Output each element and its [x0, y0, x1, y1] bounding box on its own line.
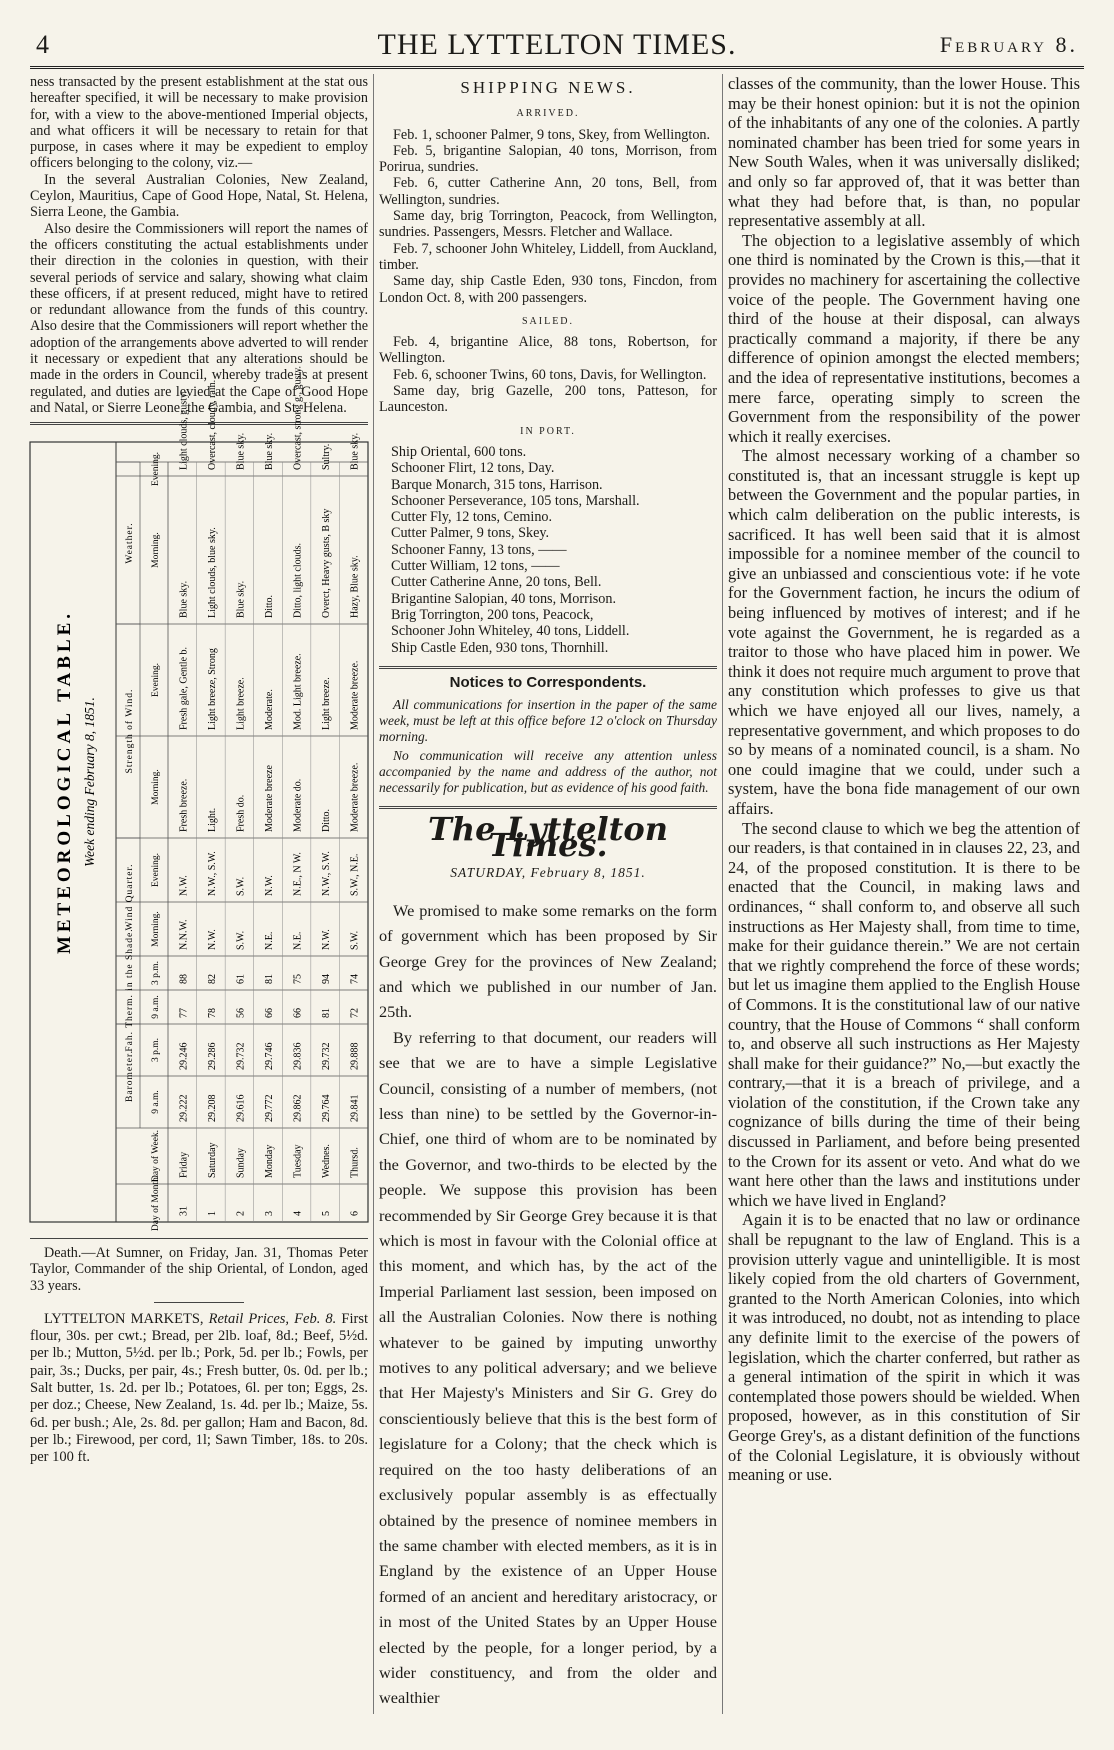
met-cell: 1 — [206, 1211, 218, 1216]
met-subheader: 3 p.m. — [151, 1037, 161, 1063]
divider — [379, 666, 717, 669]
met-cell: N.W. — [321, 929, 333, 950]
met-title: METEOROLOGICAL TABLE. — [54, 609, 75, 955]
page-number: 4 — [36, 30, 49, 59]
met-cell: Blue sky. — [235, 580, 247, 618]
markets-text: First flour, 30s. per cwt.; Bread, per 2lb. loaf, 8d.; Beef, 5½d. per lb.; Mutton, 5½d. per lb.; Pork, 5d. per lb.; Fowls, per pair, 3s.; Ducks, per pair, 4s.; Fresh butter, 0s. 0d. per lb.; Salt butter, 1s. 2d. per lb.; Potatoes, 6l. per ton; Eggs, 2s. per doz.; Cheese, New Zealand, 1s. 4d. per lb.; Maize, 5s. 6d. per bush.; Ale, 2s. 8d. per gallon; Ham and Bacon, 8d. per lb.; Firewood, per cord, 1l; Sawn Timber, 18s. to 20s. per 100 ft. — [30, 1310, 368, 1466]
notices-heading: Notices to Correspondents. — [449, 673, 647, 691]
column-divider — [373, 74, 374, 1714]
met-subheader: 3 p.m. — [151, 960, 161, 986]
met-cell: N.W. — [206, 929, 218, 950]
met-cell: 56 — [235, 1008, 247, 1018]
met-cell: 74 — [349, 974, 361, 984]
met-frame — [30, 442, 368, 1222]
header-rule — [30, 66, 1084, 72]
met-cell: Sunday — [235, 1148, 247, 1178]
met-cell: 81 — [264, 974, 275, 984]
shipping-entry: Barque Monarch, 315 tons, Harrison. — [391, 476, 603, 493]
sailed-list — [379, 334, 717, 415]
met-cell: Hazy, Blue sky. — [349, 555, 361, 618]
shipping-entry: Feb. 1, schooner Palmer, 9 tons, Skey, from Wellington. — [393, 126, 711, 143]
met-cell: 75 — [292, 974, 304, 984]
met-cell: Light breeze, Strong — [206, 648, 218, 730]
met-cell: S.W., N.E. — [349, 853, 361, 896]
divider — [154, 1302, 244, 1303]
shipping-entry: Feb. 4, brigantine Alice, 88 tons, Robertson, for Wellington. — [379, 334, 717, 367]
markets-heading: LYTTELTON MARKETS, — [44, 1310, 204, 1327]
editorial-text: We promised to make some remarks on the form of government which has been proposed by Sir George Grey for the provinces of New Zealand; and which we published in our number of Jan. 25th. — [379, 900, 717, 1022]
met-cell: 29.732 — [235, 1042, 247, 1070]
met-subheader: Day of Week. — [151, 1129, 161, 1183]
shipping-entry: Cutter Catherine Anne, 20 tons, Bell. — [391, 574, 602, 591]
met-cell: Overct, Heavy gusts, B sky — [321, 508, 333, 618]
met-cell: S.W. — [235, 876, 247, 896]
shipping-entry: Ship Oriental, 600 tons. — [391, 443, 527, 460]
divider — [379, 806, 717, 809]
shipping-entry: Cutter Palmer, 9 tons, Skey. — [391, 525, 550, 542]
met-cell: 29.208 — [206, 1094, 218, 1122]
met-cell: 29.888 — [349, 1042, 361, 1070]
article-text: ness transacted by the present establishment at the stat ous hereafter specified, it will be necessary to make provision for, with a view to the above-mentioned Imperial objects, and what officers it will be necessary to retain for that purpose, in cases where it may be expedient to employ officers belonging to the colony, viz.— — [30, 74, 368, 172]
met-cell: 2 — [235, 1211, 247, 1216]
death-notice: Death.—At Sumner, on Friday, Jan. 31, Thomas Peter Taylor, Commander of the ship Oriental, of London, aged 33 years. — [30, 1245, 368, 1294]
shipping-entry: Ship Castle Eden, 930 tons, Thornhill. — [391, 639, 609, 656]
met-cell: 29.862 — [292, 1094, 304, 1122]
shipping-entry: Schooner Perseverance, 105 tons, Marshall. — [391, 492, 640, 509]
shipping-entry: Feb. 6, cutter Catherine Ann, 20 tons, Bell, from Wellington, sundries. — [379, 175, 717, 208]
editorial-text: By referring to that document, our readers will see that we are to have a simple Legislative Council, consisting of a number of members, (not less than nine) to be settled by the Governor-in-Chief, one third of whom are to be nominated by the Governor, and two-thirds to be elected by the people. We suppose this provision has been recommended by Sir George Grey because it is that which is most in favour with the Colonial office at this moment, and which has, by the act of the Imperial Parliament last session, been imposed on all the Australian Colonies. Now there is nothing whatever to be gained by imputing unworthy motives to any political adversary; and we believe that Her Majesty's Ministers and Sir G. Grey do conscientiously believe that this is the best form of legislature for a Colony; that the check which is required on the too hasty deliberations of an exclusively popular assembly is as effectually obtained by the presence of nominee members in the same chamber with elected members, as it is in England by the existence of an Upper House formed of an ancient and hereditary aristocracy, or in most of the United States by an Upper House elected by the people, for a longer period, by a wider constituency, and from the older and wealthier — [379, 1027, 717, 1708]
editorial-text: The almost necessary working of a chamber so constituted is, that an incessant struggle is kept up between the Government and the popular parties, in which calm deliberation on the public interests, is sacrificed. It has well been said that it is almost impossible for a nominee member of the council to give an unbiassed and conscientious vote: if he vote for the Government faction, he incurs the odium of being influenced by motives of interest; and if he vote against the Government, he is regarded as a traitor to those who have placed him in power. We think it does not require much argument to prove that any constitution which professes to give us that which we have enjoyed all our lives, namely, a representative government, and which proposes to do so by means of a nominated council, is a sham. No one could imagine that we could, under such a system, have the bona fide management of our own affairs. — [728, 446, 1080, 818]
met-cell: N.W., S.W. — [206, 851, 218, 896]
met-cell: Wednes. — [321, 1144, 333, 1178]
met-cell: 94 — [321, 974, 333, 984]
met-cell: Light breeze. — [235, 677, 247, 730]
met-cell: Monday — [264, 1144, 275, 1178]
met-cell: N.E. — [292, 931, 304, 950]
in-port-heading: IN PORT. — [520, 425, 576, 437]
divider — [30, 1238, 368, 1239]
arrived-list — [379, 127, 717, 306]
met-cell: 6 — [349, 1211, 361, 1216]
met-cell: 88 — [178, 974, 190, 984]
met-cell: S.W. — [349, 930, 361, 950]
met-cell: Ditto, light clouds. — [292, 543, 304, 618]
shipping-heading: SHIPPING NEWS. — [460, 78, 636, 97]
met-cell: N.E. — [264, 931, 275, 950]
column-2 — [379, 74, 717, 1711]
met-subtitle: Week ending February 8, 1851. — [82, 697, 97, 867]
met-cell: Moderate breeze. — [349, 660, 361, 730]
column-divider — [722, 74, 723, 1714]
in-port-list — [379, 444, 717, 656]
met-cell: Light breeze. — [321, 677, 333, 730]
met-subheader: 9 a.m. — [151, 995, 161, 1019]
column-1-lower — [30, 1232, 368, 1467]
met-cell: N.W. — [264, 875, 275, 896]
met-cell: 81 — [321, 1008, 333, 1018]
met-cell: Fresh breeze. — [178, 778, 190, 832]
met-cell: Moderate do. — [292, 778, 304, 832]
met-cell: 29.286 — [206, 1042, 218, 1070]
met-subheader: Morning. — [151, 911, 161, 947]
met-cell: N.W. — [178, 875, 190, 896]
sailed-heading: SAILED. — [521, 315, 575, 327]
met-cell: Sultry. — [321, 443, 333, 470]
editorial-text: The second clause to which we beg the attention of our readers, is that contained in in clauses 22, 23, and 24, of the proposed constitution. It is there to be enacted that the Council, in making laws and ordinances, “ shall conform to, and observe all such instructions as Her Majesty shall, from time to time, make for their guidance therein.” We are not certain that we rightly comprehend the force of these words; but let us imagine them applied to the English House of Commons. It is the constitutional law of our native country, that the House of Commons “ shall conform to, and observe all such instructions as Her Majesty shall make for their guidance?” No,—but exactly the contrary,—that it is a breach of privilege, and a violation of the constitution, if the Crown take any cognizance of bills during the time of their being discussed in Parliament, and before being presented to the Crown for its assent or veto. And what do we want here other than the laws and institutions under which we have lived in England? — [728, 818, 1080, 1210]
met-cell: Blue sky. — [178, 580, 190, 618]
shipping-entry: Schooner Fanny, 13 tons, —— — [391, 541, 567, 558]
met-cell: Ditto. — [264, 594, 275, 618]
met-cell: Friday — [178, 1151, 190, 1178]
met-cell: Light clouds, blue sky. — [206, 527, 218, 618]
met-cell: 66 — [264, 1008, 275, 1018]
met-subheader: Day of Month. — [151, 1174, 161, 1232]
met-cell: 77 — [178, 1008, 190, 1018]
editorial-dateline: SATURDAY, February 8, 1851. — [450, 865, 646, 881]
markets-subheading: Retail Prices, Feb. 8. — [208, 1310, 337, 1327]
met-cell: Moderate breeze — [264, 765, 275, 832]
met-group-header: Weather. — [125, 522, 135, 564]
met-cell: Saturday — [206, 1142, 218, 1178]
met-group-header: Strength of Wind. — [125, 688, 135, 774]
met-subheader: Evening. — [151, 852, 161, 888]
divider — [30, 422, 368, 425]
met-cell: 29.616 — [235, 1094, 247, 1122]
shipping-entry: Cutter William, 12 tons, —— — [391, 558, 560, 575]
met-subheader: 9 a.m. — [151, 1090, 161, 1114]
shipping-entry: Cutter Fly, 12 tons, Cemino. — [391, 509, 553, 526]
met-cell: Moderate. — [264, 689, 275, 730]
met-cell: 31 — [178, 1206, 190, 1216]
met-cell: Blue sky. — [235, 432, 247, 470]
met-cell: 29.841 — [349, 1094, 361, 1122]
met-cell: 78 — [206, 1008, 218, 1018]
met-cell: Fresh gale, Gentle b. — [178, 646, 190, 730]
met-cell: Ditto. — [321, 808, 333, 832]
met-cell: 61 — [235, 974, 247, 984]
met-cell: 29.836 — [292, 1042, 304, 1070]
met-cell: Tuesday — [292, 1144, 304, 1178]
met-cell: Mod. Light breeze. — [292, 653, 304, 730]
editorial-text: Again it is to be enacted that no law or ordinance shall be repugnant to the law of England. This is a provision utterly vague and unintelligible. It is most likely copied from the old charters of Government, granted to the North American Colonies, into which it was introduced, no doubt, not as intending to place any definite limit to the exercise of the powers of legislation, which the charter conferred, but rather as a general intimation of the spirit in which it was contemplated those powers should be wielded. When proposed, however, as in this constitution of Sir George Grey's, as a distant definition of the functions of the Colonial Legislature, it is obviously without meaning or use. — [728, 1210, 1080, 1485]
page-header — [30, 28, 1084, 68]
shipping-entry: Same day, brig Gazelle, 200 tons, Patteson, for Launceston. — [379, 383, 717, 416]
met-cell: S.W. — [235, 930, 247, 950]
met-cell: Light. — [206, 807, 218, 832]
met-cell: Blue sky. — [349, 432, 361, 470]
met-cell: Overcast, cloudy, rain. — [206, 379, 218, 470]
met-subheader: Morning. — [151, 532, 161, 568]
met-group-header: Barometer. — [125, 1050, 135, 1102]
column-1 — [30, 74, 368, 431]
column-3 — [728, 74, 1080, 1485]
shipping-entry: Feb. 6, schooner Twins, 60 tons, Davis, for Wellington. — [393, 366, 707, 383]
met-subheader: Evening. — [151, 451, 161, 487]
met-cell: N.W., S.W. — [321, 851, 333, 896]
met-table-grid — [30, 365, 368, 1232]
met-cell: 4 — [292, 1211, 304, 1216]
shipping-entry: Same day, ship Castle Eden, 930 tons, Fincdon, from London Oct. 8, with 200 passengers. — [379, 273, 717, 306]
article-text: In the several Australian Colonies, New Zealand, Ceylon, Mauritius, Cape of Good Hope, Natal, St. Helena, Sierra Leone, the Gambia. — [30, 171, 368, 221]
article-text: Also desire the Commissioners will report the names of the officers constituting the actual establishments under their direction in the colonies in question, with their several periods of service and salary, showing what claim these officers, if at present reduced, might have to retired or redundant allowance from the funds of this country. Also desire that the Commissioners will report whether the adoption of the arrangements above adverted to will render it necessary or expedient that any alterations should be made in the orders in Council, whereby trade is at present regulated, and duties are levied at the Cape of Good Hope and Natal, or Sierre Leone, the Gambia, and St. Helena. — [30, 220, 368, 416]
met-cell: 29.222 — [178, 1094, 190, 1122]
met-subheader: Evening. — [151, 662, 161, 698]
shipping-entry: Brigantine Salopian, 40 tons, Morrison. — [391, 590, 617, 607]
met-cell: Thursd. — [349, 1147, 361, 1178]
met-cell: Overcast, strong g., gusty. — [292, 365, 304, 470]
met-cell: 29.732 — [321, 1042, 333, 1070]
shipping-entry: Feb. 5, brigantine Salopian, 40 tons, Morrison, from Porirua, sundries. — [379, 142, 717, 176]
met-cell: 29.746 — [264, 1042, 275, 1070]
met-subheader: Morning. — [151, 769, 161, 805]
met-cell: 82 — [206, 974, 218, 984]
meteorological-table — [30, 365, 368, 1232]
met-group-header: Fah. Therm. in the Shade. — [125, 928, 135, 1052]
met-cell: Light clouds, gusty. — [178, 391, 190, 470]
issue-date: February 8. — [939, 32, 1078, 57]
met-cell: Moderate breeze. — [349, 762, 361, 832]
met-cell: Blue sky. — [264, 432, 275, 470]
shipping-entry: Schooner Flirt, 12 tons, Day. — [391, 460, 555, 477]
editorial-text: The objection to a legislative assembly of which one third is nominated by the Crown is this,—that it provides no machinery for ascertaining the collective voice of the people. The Government having one third of the house at their disposal, can always practically command a majority, if there be any difference of opinion amongst the elected members; and the idea of representative institutions, becomes a mere farce, operating simply to screen the Government from the responsibility of the power which it really exercises. — [728, 230, 1080, 446]
met-cell: 29.246 — [178, 1042, 190, 1070]
met-cell: 29.764 — [321, 1094, 333, 1122]
shipping-entry: Feb. 7, schooner John Whiteley, Liddell, from Auckland, timber. — [379, 240, 717, 273]
met-cell: Fresh do. — [235, 794, 247, 832]
met-cell: 5 — [321, 1211, 333, 1216]
met-group-header: Wind Quarter. — [125, 863, 135, 931]
newspaper-title: THE LYTTELTON TIMES. — [377, 28, 737, 61]
notice-text: All communications for insertion in the paper of the same week, must be left at this office before 12 o'clock on Thursday morning. — [379, 697, 717, 744]
shipping-entry: Same day, brig Torrington, Peacock, from Wellington, sundries. Passengers, Messrs. Fletcher and Wallace. — [379, 208, 717, 241]
arrived-heading: ARRIVED. — [516, 108, 580, 120]
shipping-entry: Schooner John Whiteley, 40 tons, Liddell. — [391, 623, 630, 640]
met-cell: 3 — [264, 1211, 275, 1216]
notice-text: No communication will receive any attention unless accompanied by the name and address of the author, not necessarily for publication, but as evidence of his good faith. — [379, 748, 717, 796]
shipping-entry: Brig Torrington, 200 tons, Peacock, — [391, 606, 594, 623]
met-cell: N.E., N W. — [292, 852, 304, 896]
met-cell: 66 — [292, 1008, 304, 1018]
met-cell: 72 — [349, 1008, 361, 1018]
editorial-masthead: The Lyttelton Times. — [428, 809, 668, 865]
met-cell: 29.772 — [264, 1094, 275, 1122]
editorial-text: classes of the community, than the lower House. This may be their honest opinion: but it is not the opinion of the inhabitants of any one of the colonies. A partly nominated chamber has been tried for some years in New South Wales, when it was universally disliked; and only so far approved of, that it was better than what they had before that, is than, no popular representative assembly at all. — [728, 74, 1080, 231]
met-cell: N.N.W. — [178, 919, 190, 950]
